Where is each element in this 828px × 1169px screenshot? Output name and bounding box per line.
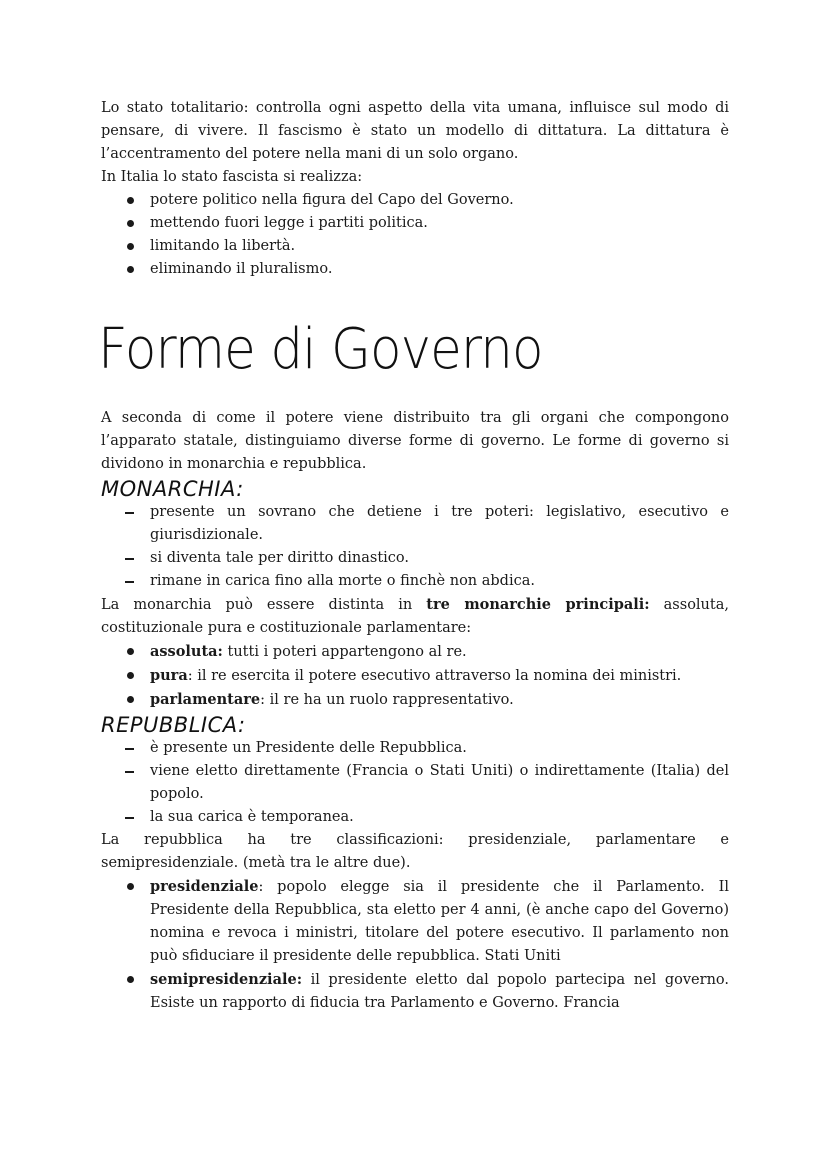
list-item: presidenziale: popolo elegge sia il presidente che il Parlamento. Il Presidente della Repubblica, sta eletto per 4 anni, (è anche capo del Governo) nomina e revoca i ministri, titolare del potere esecutivo. Il parlamento non può sfiduciare il presidente delle repubblica. Stati Uniti bbox=[101, 875, 729, 968]
list-item: potere politico nella figura del Capo del Governo. bbox=[101, 189, 729, 212]
bullet-icon bbox=[127, 220, 134, 227]
list-item: presente un sovrano che detiene i tre poteri: legislativo, esecutivo e giurisdizionale. bbox=[101, 501, 729, 547]
monarchia-heading: MONARCHIA: bbox=[101, 477, 244, 501]
list-item: rimane in carica fino alla morte o finchè non abdica. bbox=[101, 570, 729, 593]
dash-icon bbox=[125, 771, 134, 773]
monarchia-paragraph: La monarchia può essere distinta in tre monarchie principali: assoluta, costituzionale pura e costituzionale parlamentare: bbox=[101, 596, 729, 636]
list-item: è presente un Presidente delle Repubblica. bbox=[101, 737, 729, 760]
document-page bbox=[98, 97, 729, 1015]
list-item: la sua carica è temporanea. bbox=[101, 806, 729, 829]
monarchia-types-list bbox=[101, 640, 729, 712]
dash-icon bbox=[125, 512, 134, 514]
list-item: viene eletto direttamente (Francia o Stati Uniti) o indirettamente (Italia) del popolo. bbox=[101, 760, 729, 806]
repubblica-dash-list bbox=[101, 737, 729, 829]
dash-icon bbox=[125, 817, 134, 819]
monarchia-dash-list bbox=[101, 501, 729, 593]
forms-intro-paragraph: A seconda di come il potere viene distribuito tra gli organi che compongono l’apparato statale, distinguiamo diverse forme di governo. Le forme di governo si dividono in monarchia e repubblica. bbox=[101, 410, 729, 472]
bullet-icon bbox=[127, 672, 134, 679]
list-item: parlamentare: il re ha un ruolo rappresentativo. bbox=[101, 688, 729, 712]
list-item: semipresidenziale: il presidente eletto dal popolo partecipa nel governo. Esiste un rapporto di fiducia tra Parlamento e Governo. Francia bbox=[101, 968, 729, 1015]
list-item: si diventa tale per diritto dinastico. bbox=[101, 547, 729, 570]
list-item: limitando la libertà. bbox=[101, 235, 729, 258]
repubblica-paragraph: La repubblica ha tre classificazioni: presidenziale, parlamentare e semipresidenziale. (metà tra le altre due). bbox=[101, 832, 729, 871]
list-item: assoluta: tutti i poteri appartengono al re. bbox=[101, 640, 729, 664]
list-item: eliminando il pluralismo. bbox=[101, 258, 729, 281]
bullet-icon bbox=[127, 696, 134, 703]
bullet-icon bbox=[127, 976, 134, 983]
repubblica-types-list bbox=[101, 875, 729, 1015]
bullet-icon bbox=[127, 243, 134, 250]
bullet-icon bbox=[127, 266, 134, 273]
intro-paragraph: Lo stato totalitario: controlla ogni aspetto della vita umana, influisce sul modo di pensare, di vivere. Il fascismo è stato un modello di dittatura. La dittatura è l’accentramento del potere nella mani di un solo organo. bbox=[101, 100, 729, 162]
bullet-icon bbox=[127, 883, 134, 890]
intro-bullet-list bbox=[101, 189, 729, 281]
list-item: mettendo fuori legge i partiti politica. bbox=[101, 212, 729, 235]
dash-icon bbox=[125, 748, 134, 750]
list-item: pura: il re esercita il potere esecutivo attraverso la nomina dei ministri. bbox=[101, 664, 729, 688]
repubblica-heading: REPUBBLICA: bbox=[101, 713, 246, 737]
intro-lead: In Italia lo stato fascista si realizza: bbox=[101, 169, 363, 185]
dash-icon bbox=[125, 581, 134, 583]
bullet-icon bbox=[127, 197, 134, 204]
section-title: Forme di Governo bbox=[98, 317, 543, 382]
dash-icon bbox=[125, 558, 134, 560]
bullet-icon bbox=[127, 648, 134, 655]
